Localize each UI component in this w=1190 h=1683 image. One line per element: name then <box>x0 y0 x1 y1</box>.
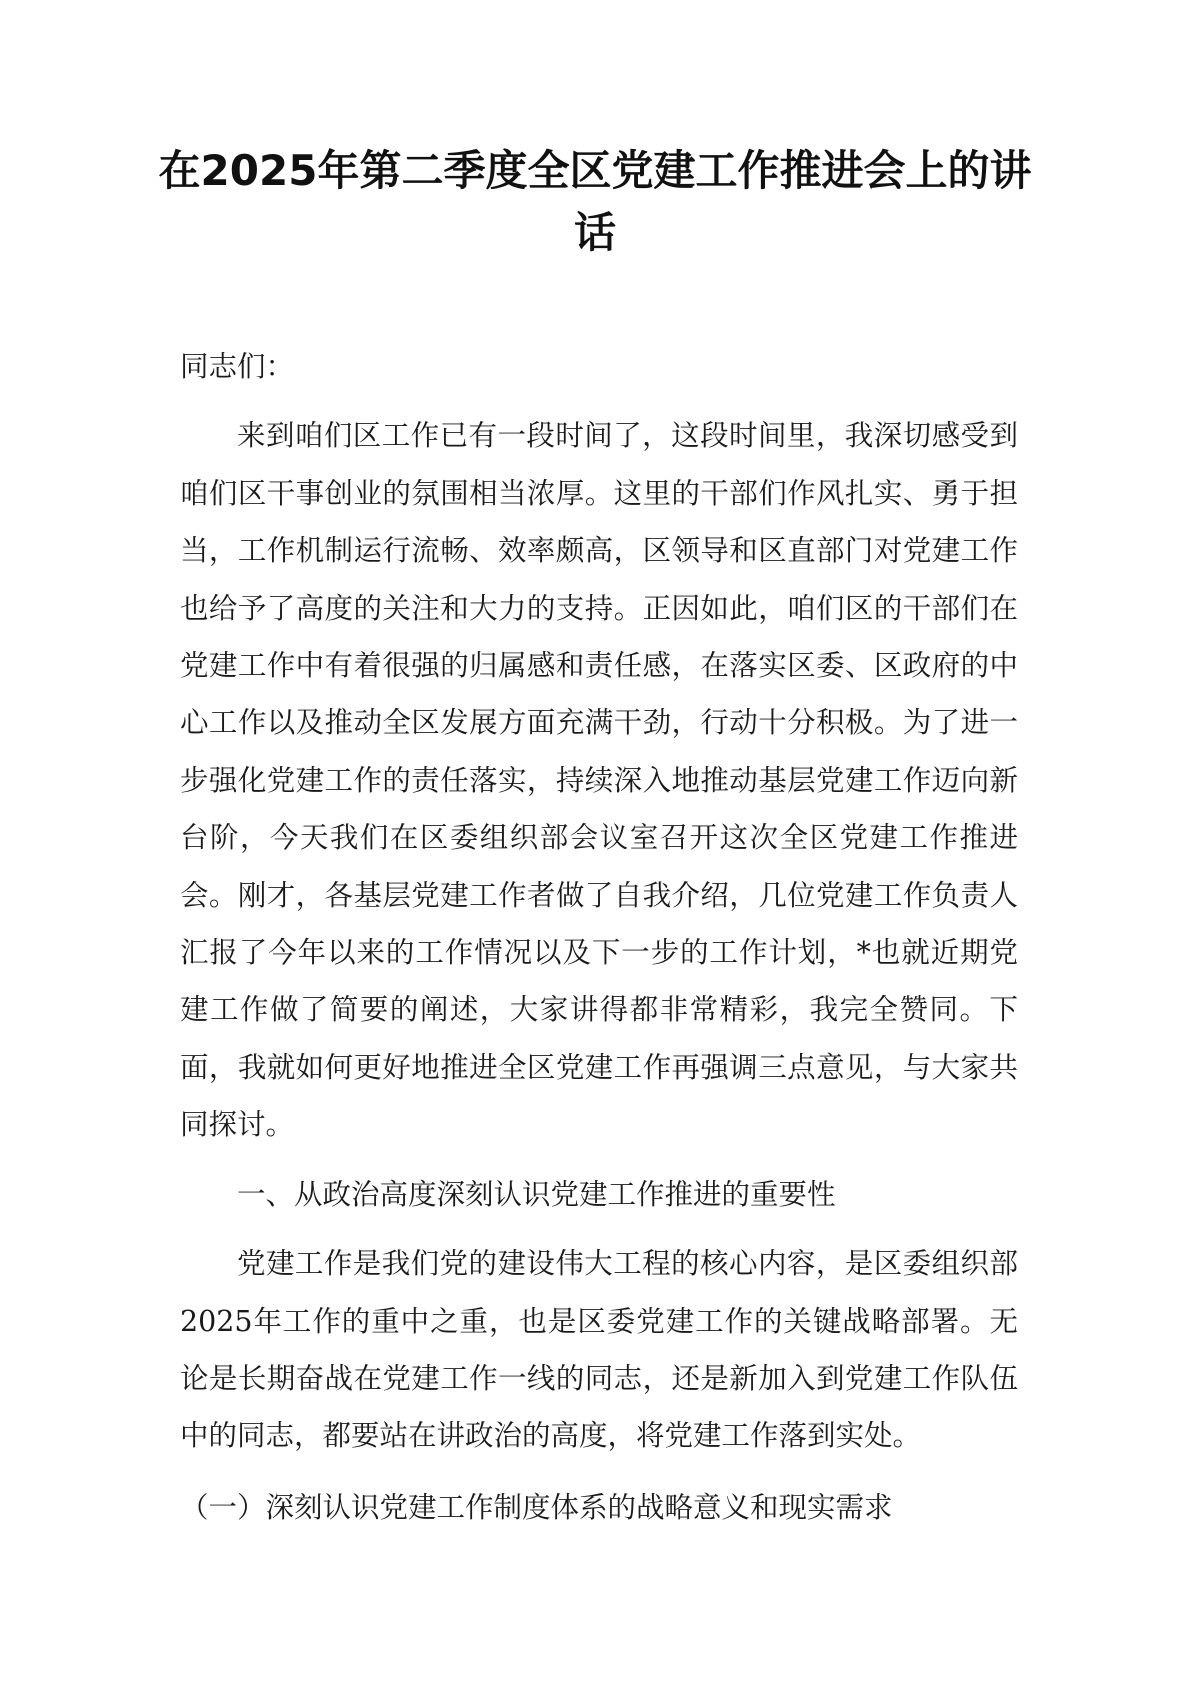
section-heading: 一、从政治高度深刻认识党建工作推进的重要性 <box>237 1177 836 1211</box>
document-title: 在2025年第二季度全区党建工作推进会上的讲话 <box>158 146 1032 257</box>
sub-heading: （一）深刻认识党建工作制度体系的战略意义和现实需求 <box>180 1490 893 1524</box>
intro-paragraph: 来到咱们区工作已有一段时间了，这段时间里，我深切感受到咱们区干事创业的氛围相当浓厚。这里的干部们作风扎实、勇于担当，工作机制运行流畅、效率颇高，区领导和区直部门对党建工作也给予了高度的关注和大力的支持。正因如此，咱们区的干部们在党建工作中有着很强的归属感和责任感，在落实区委、区政府的中心工作以及推动全区发展方面充满干劲，行动十分积极。为了进一步强化党建工作的责任落实，持续深入地推动基层党建工作迈向新台阶，今天我们在区委组织部会议室召开这次全区党建工作推进会。刚才，各基层党建工作者做了自我介绍，几位党建工作负责人汇报了今年以来的工作情况以及下一步的工作计划，*也就近期党建工作做了简要的阐述，大家讲得都非常精彩，我完全赞同。下面，我就如何更好地推进全区党建工作再强调三点意见，与大家共同探讨。 <box>180 419 1018 1142</box>
section-paragraph: 党建工作是我们党的建设伟大工程的核心内容，是区委组织部2025年工作的重中之重，也是区委党建工作的关键战略部署。无论是长期奋战在党建工作一线的同志，还是新加入到党建工作队伍中的同志，都要站在讲政治的高度，将党建工作落到实处。 <box>180 1247 1018 1453</box>
greeting: 同志们： <box>180 350 295 383</box>
document-body <box>180 338 1018 1536</box>
